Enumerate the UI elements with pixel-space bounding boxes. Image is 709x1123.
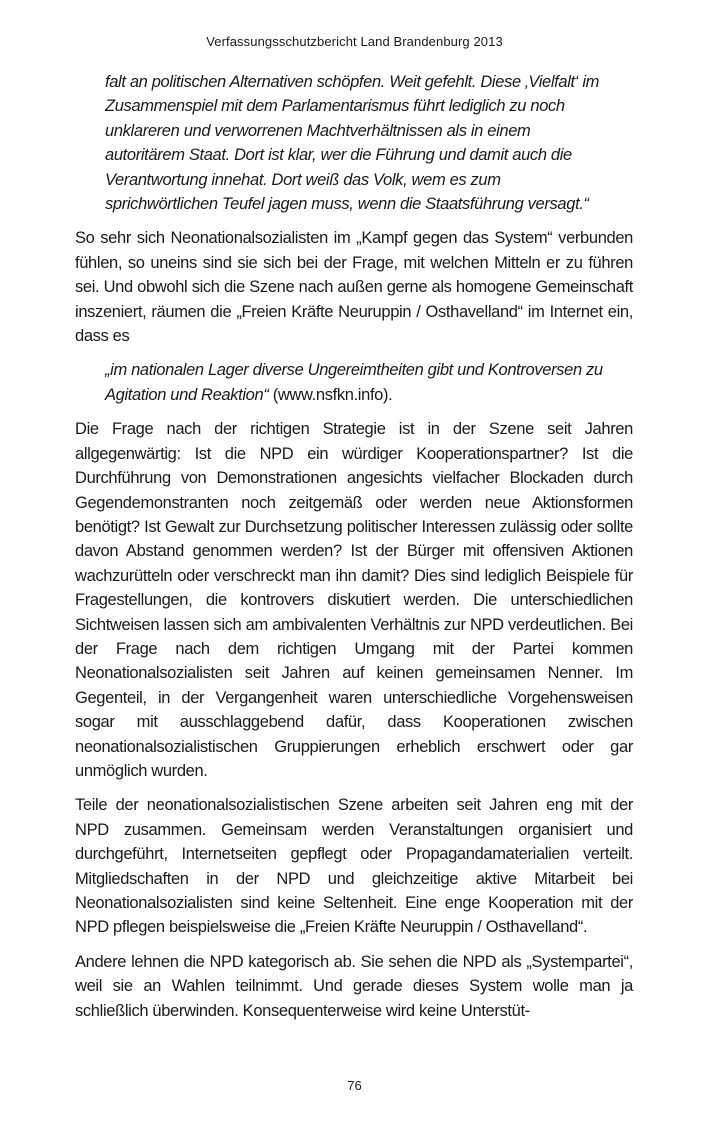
page-number: 76 — [347, 1078, 362, 1093]
block-quote: falt an politischen Alternativen schöpfen. Weit gefehlt. Diese ‚Vielfalt‘ im Zusammenspiel mit dem Parlamentarismus führt lediglich zu noch unklareren und verworrenen Machtverhältnissen als in einem autoritärem Staat. Dort ist klar, wer die Führung und damit auch die Verantwortung innehat. Dort weiß das Volk, wem es zum sprichwörtlichen Teufel jagen muss, wenn die Staatsführung versagt.“ — [105, 73, 600, 214]
paragraph: Teile der neonationalsozialistischen Szene arbeiten seit Jahren eng mit der NPD zusammen. Gemeinsam werden Veranstaltungen organisiert und durchgeführt, Internetseiten gepflegt oder Propagandamaterialien verteilt. Mitgliedschaften in der NPD und gleichzeitige aktive Mitarbeit bei Neonationalsozialisten sind keine Seltenheit. Eine enge Kooperation mit der NPD pflegen beispielsweise die „Freien Kräfte Neuruppin / Osthavelland“. — [75, 796, 633, 937]
paragraph: Die Frage nach der richtigen Strategie ist in der Szene seit Jahren allgegenwärtig: Ist die NPD ein würdiger Kooperationspartner? Ist die Durchführung von Demonstrationen angesichts vielfacher Blockaden durch Gegendemonstranten noch zeitgemäß oder werden neue Aktionsformen benötigt? Ist Gewalt zur Durchsetzung politischer Interessen zulässig oder sollte davon Abstand genommen werden? Ist der Bürger mit offensiven Aktionen wachzurütteln oder verschreckt man ihn damit? Dies sind lediglich Beispiele für Fragestellungen, die kontrovers diskutiert werden. Die unterschiedlichen Sichtweisen lassen sich am ambivalenten Verhältnis zur NPD verdeutlichen. Bei der Frage nach dem richtigen Umgang mit der Partei kommen Neonationalsozialisten seit Jahren auf keinen gemeinsamen Nenner. Im Gegenteil, in der Vergangenheit waren unterschiedliche Vorgehensweisen sogar mit ausschlaggebend dafür, dass Kooperationen zwischen neonationalsozialistischen Gruppierungen erheblich erschwert oder gar unmöglich wurden. — [75, 420, 633, 780]
quote-text: „im nationalen Lager diverse Ungereimtheiten gibt und Kontroversen zu Agitation und Reaktion“ — [105, 361, 603, 404]
body-text — [75, 70, 633, 1033]
quote-source: (www.nsfkn.info). — [268, 385, 393, 404]
paragraph: So sehr sich Neonationalsozialisten im „Kampf gegen das System“ verbunden fühlen, so uneins sind sie sich bei der Frage, mit welchen Mitteln er zu führen sei. Und obwohl sich die Szene nach außen gerne als homogene Gemeinschaft inszeniert, räumen die „Freien Kräfte Neuruppin / Osthavelland“ im Internet ein, dass es — [75, 229, 633, 346]
running-title: Verfassungsschutzbericht Land Brandenburg 2013 — [206, 34, 503, 49]
block-quote — [105, 358, 603, 407]
paragraph: Andere lehnen die NPD kategorisch ab. Sie sehen die NPD als „Systempartei“, weil sie an Wahlen teilnimmt. Und gerade dieses System wolle man ja schließlich überwinden. Konsequenterweise wird keine Unterstüt- — [75, 952, 633, 1020]
